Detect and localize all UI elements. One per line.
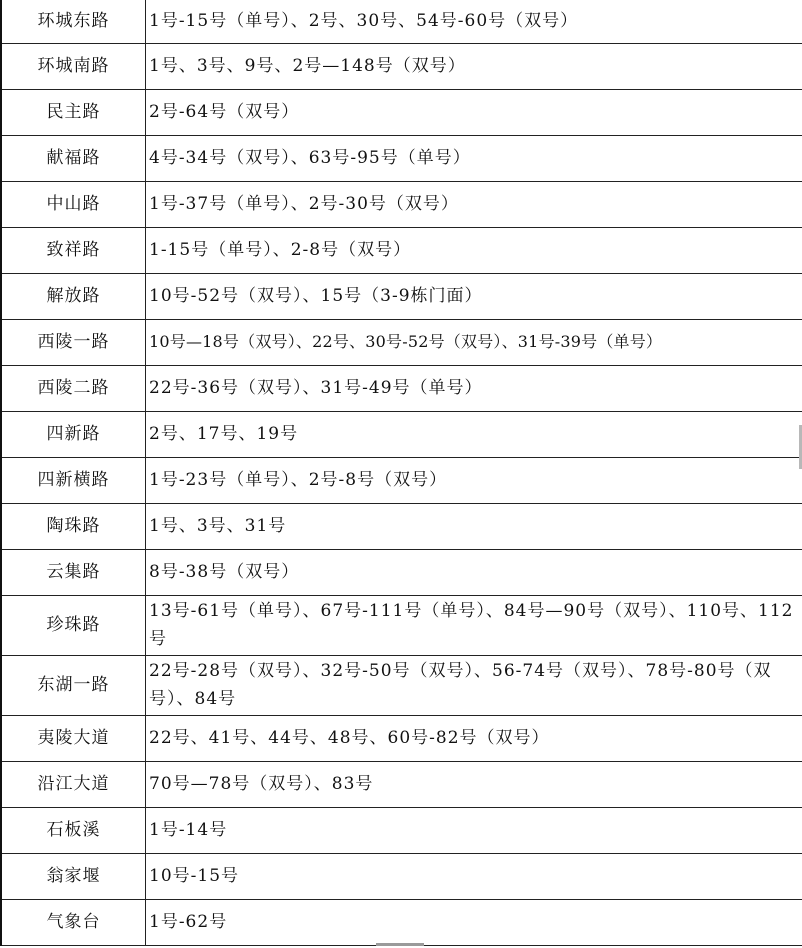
address-range-cell: 10号—18号（双号）、22号、30号-52号（双号）、31号-39号（单号） [146,319,802,365]
address-range-cell: 8号-38号（双号） [146,549,802,595]
table-row [1,853,802,899]
address-range-cell: 10号-52号（双号）、15号（3-9栋门面） [146,273,802,319]
table-row [1,0,802,43]
address-range-cell: 1-15号（单号）、2-8号（双号） [146,227,802,273]
address-range-cell: 22号、41号、44号、48号、60号-82号（双号） [146,715,802,761]
page-divider-mark [376,943,424,946]
table-row [1,227,802,273]
address-range-cell: 10号-15号 [146,853,802,899]
table-row [1,715,802,761]
road-name-cell: 献福路 [1,135,146,181]
road-name-cell: 民主路 [1,89,146,135]
road-name-cell: 四新横路 [1,457,146,503]
road-name-cell: 夷陵大道 [1,715,146,761]
address-range-cell: 1号、3号、9号、2号—148号（双号） [146,43,802,89]
table-row [1,503,802,549]
road-name-cell: 四新路 [1,411,146,457]
table-row [1,457,802,503]
road-name-cell: 珍珠路 [1,595,146,655]
road-name-cell: 翁家堰 [1,853,146,899]
table-row [1,549,802,595]
table-row [1,411,802,457]
address-range-cell: 1号-37号（单号）、2号-30号（双号） [146,181,802,227]
address-range-cell: 1号-23号（单号）、2号-8号（双号） [146,457,802,503]
road-name-cell: 解放路 [1,273,146,319]
road-name-cell: 东湖一路 [1,655,146,715]
address-range-cell: 70号—78号（双号）、83号 [146,761,802,807]
table-row [1,135,802,181]
address-range-cell: 13号-61号（单号）、67号-111号（单号）、84号—90号（双号）、110号、112号 [146,595,802,655]
road-name-cell: 环城东路 [1,0,146,43]
table-row [1,43,802,89]
road-name-cell: 致祥路 [1,227,146,273]
address-range-cell: 4号-34号（双号）、63号-95号（单号） [146,135,802,181]
road-name-cell: 中山路 [1,181,146,227]
road-name-cell: 沿江大道 [1,761,146,807]
table-row [1,89,802,135]
road-name-cell: 陶珠路 [1,503,146,549]
address-range-cell: 1号-62号 [146,899,802,945]
address-range-cell: 22号-28号（双号）、32号-50号（双号）、56-74号（双号）、78号-80号（双号）、84号 [146,655,802,715]
table-row [1,595,802,655]
road-name-cell: 气象台 [1,899,146,945]
road-name-cell: 环城南路 [1,43,146,89]
address-range-cell: 1号-15号（单号）、2号、30号、54号-60号（双号） [146,0,802,43]
address-range-cell: 2号-64号（双号） [146,89,802,135]
table-row [1,365,802,411]
table-row [1,655,802,715]
table-row [1,181,802,227]
table-row [1,761,802,807]
road-name-cell: 云集路 [1,549,146,595]
table-row [1,273,802,319]
road-name-cell: 石板溪 [1,807,146,853]
table-row [1,807,802,853]
address-range-cell: 1号、3号、31号 [146,503,802,549]
address-range-cell: 1号-14号 [146,807,802,853]
address-range-cell: 22号-36号（双号）、31号-49号（单号） [146,365,802,411]
road-name-cell: 西陵二路 [1,365,146,411]
address-range-cell: 2号、17号、19号 [146,411,802,457]
road-name-cell: 西陵一路 [1,319,146,365]
table-row [1,899,802,945]
table-row [1,319,802,365]
